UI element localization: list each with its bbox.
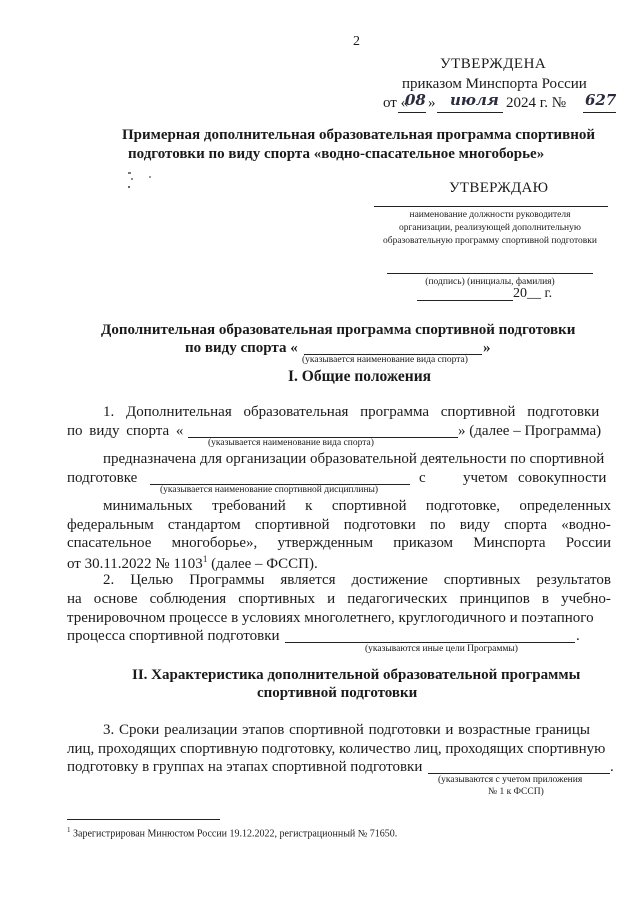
- approve-year-suffix: 20__ г.: [513, 286, 553, 301]
- appendix-caption-1: (указываются с учетом приложения: [438, 775, 583, 785]
- approved-label: УТВЕРЖДЕНА: [440, 56, 547, 72]
- p1-line2a: по виду спорта «: [67, 423, 184, 439]
- program-heading-line2-prefix: по виду спорта «: [185, 340, 298, 356]
- p1-line7: спасательное многоборье», утвержденным приказом Минспорта России: [67, 535, 611, 551]
- scan-speck: [131, 178, 133, 180]
- footnote-ref: 1: [202, 554, 208, 564]
- section2-heading-line2: спортивной подготовки: [257, 685, 418, 701]
- document-title-line1: Примерная дополнительная образовательная программа спортивной: [122, 127, 596, 143]
- p2-line1: 2. Целью Программы является достижение спортивных результатов: [103, 572, 611, 588]
- page-number: 2: [353, 34, 360, 49]
- p1-line1: 1. Дополнительная образовательная программа спортивной подготовки: [103, 404, 600, 420]
- program-heading-line2-suffix: »: [483, 340, 491, 356]
- section2-heading-line1: II. Характеристика дополнительной образовательной программы: [132, 667, 581, 683]
- p3-line1: 3. Сроки реализации этапов спортивной подготовки и возрастные границы: [103, 722, 590, 738]
- document-title-line2: подготовки по виду спорта «водно-спасательное многоборье»: [128, 146, 545, 162]
- p3-line3: подготовку в группах на этапах спортивной подготовки: [67, 759, 423, 775]
- sport-name-caption: (указывается наименование вида спорта): [302, 355, 468, 365]
- approval-month-handwritten: июля: [450, 91, 499, 109]
- p1-line4a: подготовке: [67, 470, 138, 486]
- p2-line4: процесса спортивной подготовки: [67, 628, 280, 644]
- goals-caption: (указываются иные цели Программы): [365, 644, 518, 654]
- p1-line6: федеральным стандартом спортивной подготовки по виду спорта «водно-: [67, 517, 611, 533]
- signature-caption: (подпись) (инициалы, фамилия): [425, 277, 555, 287]
- approval-date-prefix: от «: [383, 95, 409, 111]
- sport-name-caption-2: (указывается наименование вида спорта): [208, 438, 374, 448]
- p1-line4c: учетом: [463, 470, 508, 486]
- scan-speck: [128, 172, 131, 174]
- approval-year: 2024 г. №: [506, 95, 567, 111]
- p1-line2b: » (далее – Программа): [458, 423, 602, 439]
- approver-caption-3: образовательную программу спортивной подготовки: [382, 236, 597, 246]
- approver-caption-1: наименование должности руководителя: [409, 210, 571, 220]
- approver-caption-2: организации, реализующей дополнительную: [399, 223, 581, 233]
- p2-line3: тренировочном процессе в условиях многолетнего, круглогодичного и поэтапного: [67, 610, 594, 626]
- approval-number-handwritten: 627: [585, 91, 617, 109]
- discipline-caption: (указывается наименование спортивной дисциплины): [160, 485, 379, 495]
- scan-speck: [128, 186, 130, 188]
- p1-line8: от 30.11.2022 № 1103$^1$ (далее – ФССП).: [67, 554, 318, 572]
- p1-line3: предназначена для организации образовательной деятельности по спортивной: [103, 451, 605, 467]
- p1-line4d: совокупности: [518, 470, 607, 486]
- p1-line4b: с: [419, 470, 426, 486]
- approval-order: приказом Минспорта России: [402, 76, 587, 92]
- scan-speck: [149, 176, 151, 178]
- appendix-caption-2: № 1 к ФССП): [488, 787, 544, 797]
- approval-day-handwritten: 08: [405, 91, 426, 109]
- p1-line5: минимальных требований к спортивной подготовке, определенных: [103, 498, 611, 514]
- p2-line2: на основе соблюдения спортивных и педагогических принципов в учебно-: [67, 591, 611, 607]
- p3-line2: лиц, проходящих спортивную подготовку, количество лиц, проходящих спортивную: [67, 741, 606, 757]
- footnote: $^1$ Зарегистрирован Минюстом России 19.12.2022, регистрационный № 71650.: [67, 826, 398, 840]
- program-heading-line1: Дополнительная образовательная программа спортивной подготовки: [101, 322, 576, 338]
- approve-label: УТВЕРЖДАЮ: [449, 180, 549, 196]
- section1-heading: I. Общие положения: [288, 368, 432, 385]
